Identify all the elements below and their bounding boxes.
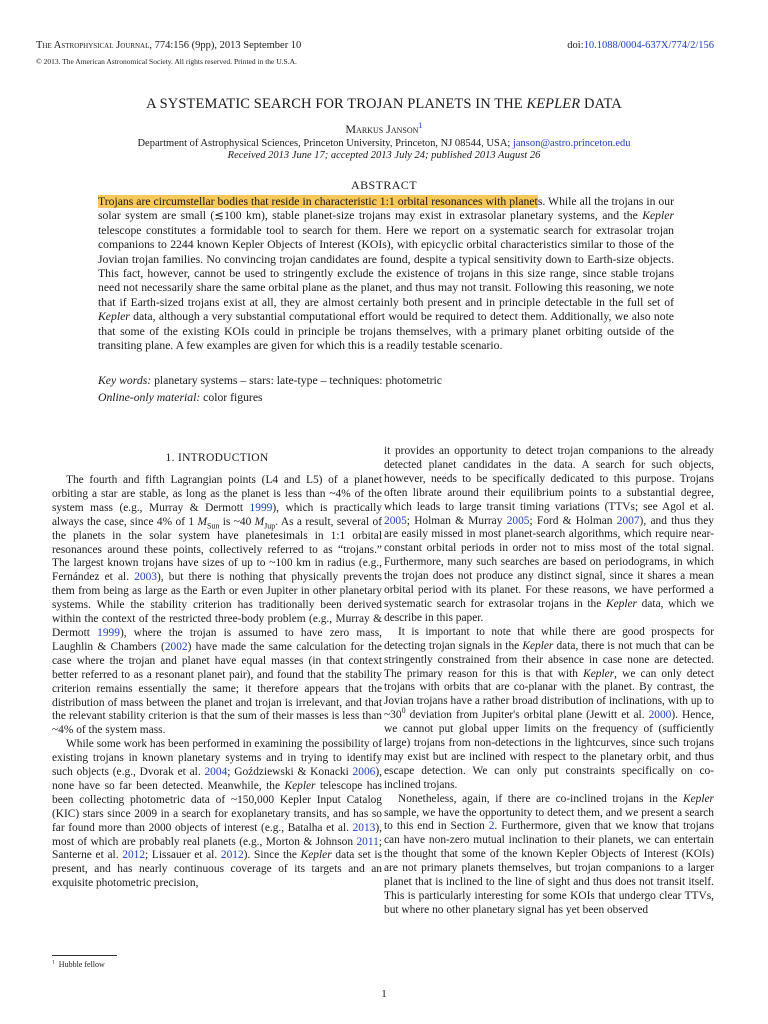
- abstract-kepler: Kepler: [642, 209, 675, 223]
- keywords: [98, 374, 442, 387]
- text-run: is ~40: [219, 515, 255, 528]
- text-run: telescope has been collecting photometric data of ~150,000 Kepler Input Catalog (KIC) stars since 2009 in a search for exoplanetary transits, and has so far found more than 2000 objects of interest (e.g., Batalha et al.: [52, 779, 382, 834]
- text-run: Nonetheless, again, if there are co-inclined trojans in the: [398, 792, 683, 805]
- text-run: . Furthermore, given that we know that trojans can have non-zero mutual inclination to their planets, we can entertain the thought that some of the known Kepler Objects of Interest (KOIs) are not primary planets themselves, but trojan companions to a larger planet that is inclined to the line of sight and thus does not transit itself. This is particularly interesting for some KOIs that undergo clear TTVs, but where no other planetary signal has yet been observed: [384, 820, 714, 916]
- journal-citation: , 774:156 (9pp), 2013 September 10: [149, 40, 302, 51]
- text-run: ), most of which are probably real planets (e.g., Morton & Johnson: [52, 821, 382, 848]
- footnote-rule: [52, 955, 117, 956]
- math-symbol: M: [254, 515, 265, 528]
- italic-kepler: Kepler: [284, 779, 316, 792]
- abstract-part: s. While all the trojans in our solar system are small (: [98, 195, 675, 223]
- citation-link[interactable]: 2004: [204, 766, 228, 779]
- text-run: It is important to note that while there are good prospects for detecting trojan signals in the: [384, 625, 714, 652]
- right-column: [384, 445, 714, 918]
- copyright-line: © 2013. The American Astronomical Society. All rights reserved. Printed in the U.S.A.: [36, 57, 297, 66]
- text-run: ) have made the same calculation for the case where the trojan and planet have equal masses (in that context better referred to as a resonant planet pair), and found that the stability criterion remains essentially the same; it therefore appears that the distribution of mass between the planet and trojan is irrelevant, and that the relevant stability criterion is that the sum of their masses is less than ~4% of the system mass.: [52, 640, 382, 737]
- footnote: [52, 960, 105, 969]
- author-email-link[interactable]: janson@astro.princeton.edu: [512, 138, 631, 149]
- text-run: ), and thus they are easily missed in most planet-search algorithms, which require near-constant orbital periods in order not to miss most of the total signal. Furthermore, many such searches are based on periodograms, in which the trojan does not produce any distinct signal, since it shares a mean orbital period with its planet. For these reasons, we have performed a systematic search for extrasolar trojans in the: [384, 514, 715, 610]
- citation-link[interactable]: 2011: [356, 835, 379, 848]
- italic-kepler: Kepler: [583, 667, 615, 680]
- author-line: [0, 122, 768, 137]
- text-run: it provides an opportunity to detect trojan companions to the already detected planet candidates in the data. A search for such objects, however, needs to be specifically dedicated to this purpose. Trojans often librate around their equilibrium points to a substantial degree, which leads to large transit timing variations (TTVs; see Agol et al.: [384, 445, 714, 513]
- math-subscript: Sun: [206, 521, 220, 530]
- left-column: [52, 474, 382, 891]
- math-symbol: M: [197, 515, 207, 528]
- author-name: Markus Janson: [345, 122, 419, 136]
- citation-link[interactable]: 2005: [506, 514, 530, 527]
- italic-kepler: Kepler: [300, 849, 332, 862]
- text-run: , we can only detect trojans with orbits that are co-planar with the planet. By contrast, the Jovian trojans have a rather broad distribution of inclinations, with up to ~30: [384, 667, 714, 722]
- text-run: sample, we have the opportunity to detect them, and we present a search to this end in Section: [384, 806, 714, 833]
- degree-superscript: 0: [401, 706, 406, 716]
- text-run: ; Santerne et al.: [52, 835, 382, 862]
- citation-link[interactable]: 2007: [616, 514, 640, 527]
- citation-link[interactable]: 2000: [648, 709, 672, 722]
- text-run: ), but there is nothing that physically prevents them from being as large as the Earth or even Jupiter in other planetary systems. While the stability criterion has traditionally been derived within the context of the restricted three-body problem (e.g., Murray & Dermott: [52, 571, 382, 639]
- highlighted-text: Trojans are circumstellar bodies that reside in characteristic 1:1 orbital resonances with planet: [98, 195, 538, 208]
- doi-link[interactable]: 10.1088/0004-637X/774/2/156: [583, 40, 714, 51]
- section-link[interactable]: 2: [488, 820, 495, 833]
- author-footnote-mark[interactable]: 1: [418, 121, 423, 130]
- text-run: data set is present, and has nearly continuous coverage of its targets and an exquisite photometric precision,: [52, 849, 383, 890]
- abstract-part: 100 km), stable planet-size trojans may exist in extrasolar planetary systems, and the: [224, 209, 643, 223]
- affiliation: [0, 138, 768, 149]
- abstract-heading: ABSTRACT: [351, 178, 417, 192]
- text-run: The fourth and fifth Lagrangian points (L4 and L5) of a planet orbiting a star are stable, as long as the planet is less than ~4% of the system mass (e.g., Murray & Dermott: [52, 474, 382, 514]
- italic-kepler: Kepler: [682, 792, 714, 805]
- text-run: ; Holman & Murray: [406, 514, 507, 527]
- text-run: ), none have so far been detected. Meanwhile, the: [52, 766, 382, 792]
- text-run: data, there is not much that can be stringently constrained from their absence in case none are detected. The primary reason for this is that with: [384, 639, 714, 680]
- citation-link[interactable]: 2012: [122, 849, 146, 862]
- text-run: ; Ford & Holman: [529, 514, 617, 527]
- text-run: . As a result, several of the planets in the solar system have planetesimals in 1:1 orbital resonances around these points, collectively referred to as “trojans.” The largest known trojans have sizes of up to ~100 km in radius (e.g., Fernández et al.: [52, 515, 382, 584]
- citation-link[interactable]: 2005: [384, 514, 407, 527]
- citation-link[interactable]: 2013: [352, 821, 376, 834]
- intro-paragraph-2: [52, 738, 382, 891]
- text-run: ; Lissauer et al.: [145, 849, 221, 862]
- text-run: data, which we describe in this paper.: [384, 597, 714, 624]
- online-text: color figures: [200, 391, 263, 404]
- text-run: ; Goździewski & Konacki: [227, 766, 353, 779]
- keywords-text: planetary systems – stars: late-type – techniques: photometric: [154, 374, 442, 387]
- text-run: While some work has been performed in examining the possibility of existing trojans in known planetary systems and in trying to identify such objects (e.g., Dvorak et al.: [52, 738, 382, 779]
- text-run: ), where the trojan is assumed to have zero mass, Laughlin & Chambers (: [52, 626, 382, 653]
- footnote-mark: 1: [52, 959, 55, 966]
- online-label: Online-only material:: [98, 391, 201, 404]
- journal-header: [36, 40, 301, 51]
- abstract-kepler: Kepler: [98, 310, 130, 324]
- abstract-part: data, although a very substantial computational effort would be required to detect them. Additionally, we also note that some of the existing KOIs could in principle be trojans themselves, with a primary planet orbiting outside of the transiting plane. A few examples are given for which this is a readily testable scenario.: [98, 310, 674, 353]
- title-end: DATA: [580, 96, 622, 112]
- text-run: ). Hence, we cannot put global upper limits on the frequency of (sufficiently large) trojans from non-detections in the lightcurves, since such trojans may exist but are inclined with respect to the planetary orbit, and thus escape detection. We can only put constraints specifically on co-inclined trojans.: [384, 709, 714, 791]
- journal-name: The Astrophysical Journal: [36, 40, 150, 51]
- online-material: [98, 391, 263, 404]
- paper-title: [0, 96, 768, 113]
- abstract-part: telescope constitutes a formidable tool to search for them. Here we report on a systematic search for extrasolar trojan companions to 2244 known Kepler Objects of Interest (KOIs), with epicyclic orbital characteristics similar to those of the Jovian trojan families. No convincing trojan candidates are found, despite a typical sensitivity down to Earth-size objects. This fact, however, cannot be used to stringently exclude the existence of trojans in this size range, since stable trojans need not necessarily share the same orbital plane as the planet, and thus may not transit. Following this reasoning, we note that if Earth-sized trojans exist at all, they are almost certainly both present and in principle detectable in the full set of: [98, 223, 674, 309]
- affiliation-text: Department of Astrophysical Sciences, Princeton University, Princeton, NJ 08544, USA;: [137, 138, 513, 149]
- text-run: ), which is practically always the case, since 4% of 1: [52, 501, 382, 528]
- title-kepler: KEPLER: [526, 96, 581, 112]
- title-main: A SYSTEMATIC SEARCH FOR TROJAN PLANETS IN THE: [146, 96, 527, 112]
- text-run: deviation from Jupiter's orbital plane (Jewitt et al.: [405, 709, 649, 722]
- intro-paragraph-4: [384, 626, 714, 793]
- text-run: ). Since the: [243, 849, 301, 862]
- page-number: 1: [381, 988, 387, 1000]
- section-heading-introduction: 1. INTRODUCTION: [165, 452, 269, 464]
- citation-link[interactable]: 2006: [352, 766, 376, 779]
- abstract-text: [98, 195, 674, 353]
- citation-link[interactable]: 1999: [249, 501, 273, 514]
- publication-dates: Received 2013 June 17; accepted 2013 July 24; published 2013 August 26: [227, 150, 541, 161]
- intro-paragraph-1: [52, 474, 382, 738]
- citation-link[interactable]: 1999: [97, 626, 120, 639]
- keywords-label: Key words:: [98, 374, 152, 387]
- intro-paragraph-3: [384, 445, 714, 626]
- intro-paragraph-5: [384, 793, 714, 918]
- citation-link[interactable]: 2003: [134, 571, 157, 584]
- italic-kepler: Kepler: [605, 597, 637, 610]
- doi-line: [567, 40, 714, 51]
- lesssim-symbol: ≲: [214, 209, 225, 223]
- citation-link[interactable]: 2012: [220, 849, 244, 862]
- citation-link[interactable]: 2002: [164, 640, 188, 653]
- italic-kepler: Kepler: [522, 639, 554, 652]
- footnote-text: Hubble fellow: [58, 960, 105, 969]
- math-subscript: Jup: [264, 521, 276, 530]
- doi-prefix: doi:: [567, 40, 584, 51]
